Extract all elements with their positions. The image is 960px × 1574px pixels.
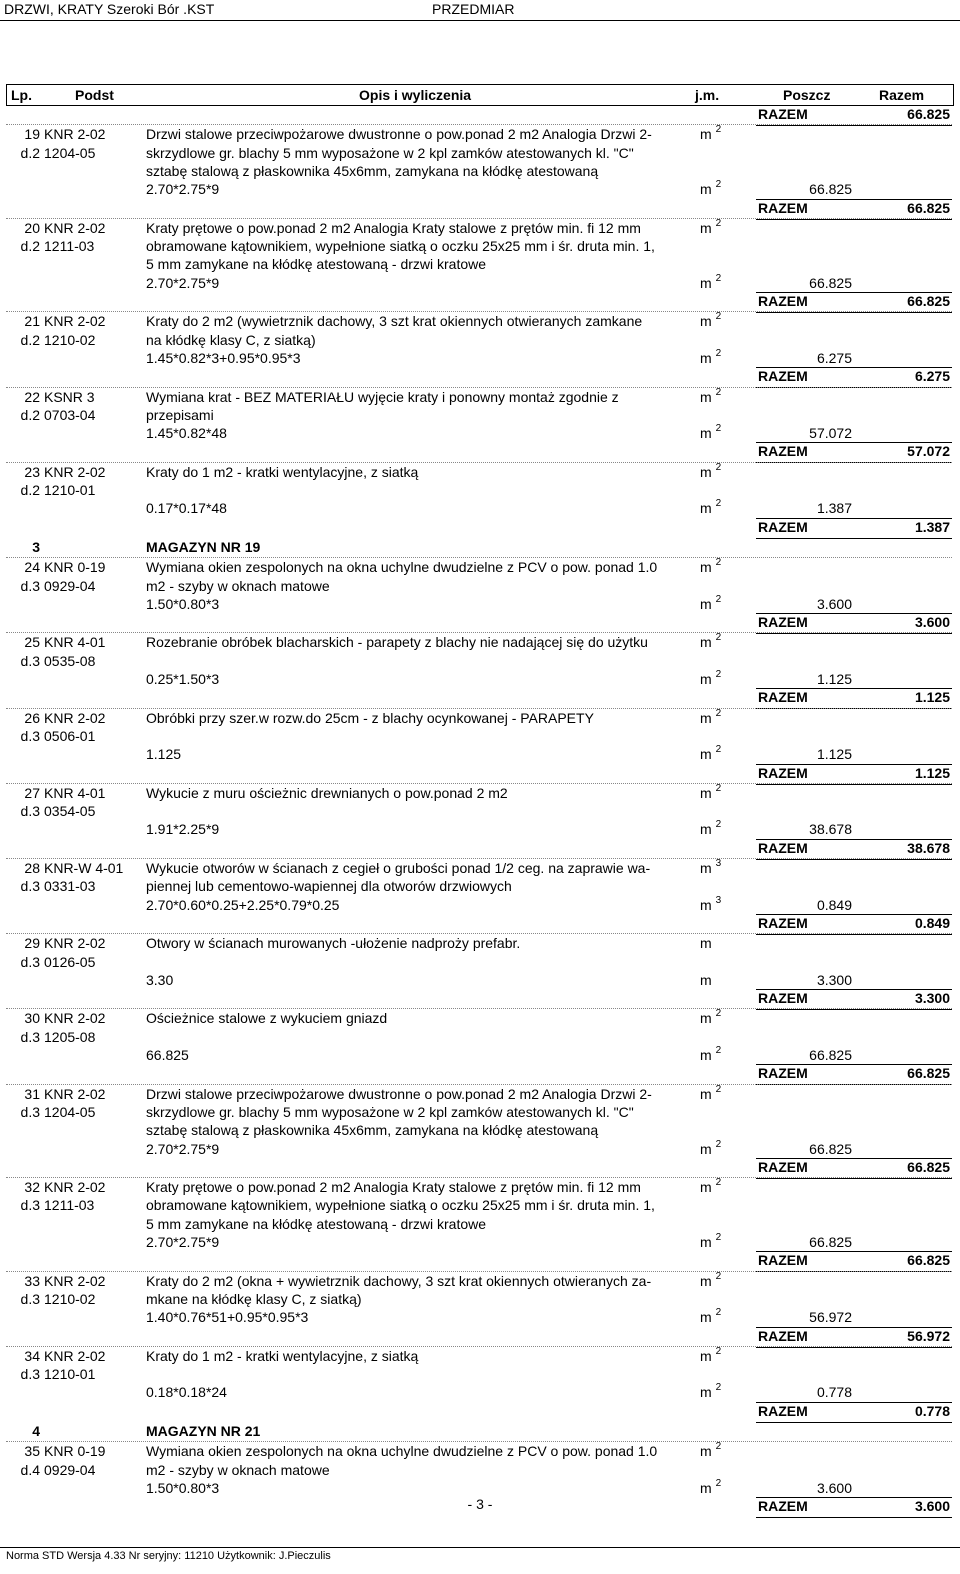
unit-exponent: 2 — [715, 669, 722, 680]
item-description: na kłódkę klasy C, z siatką) — [146, 331, 316, 348]
item-code-2: 0929-04 — [44, 577, 96, 594]
item-quantity: 66.825 — [809, 1234, 852, 1250]
item-description: Wykucie z muru ościeżnic drewnianych o pow.ponad 2 m2 — [146, 784, 508, 801]
unit-exponent: 2 — [715, 632, 722, 644]
unit-label: m $^2$ — [700, 1177, 722, 1196]
unit-label: m $^2$ — [700, 179, 722, 198]
razem-label: RAZEM — [758, 1327, 808, 1344]
item-calculation: 0.17*0.17*48 — [146, 500, 227, 517]
item-description: Kraty do 1 m2 - kratki wentylacyjne, z siatką — [146, 463, 419, 480]
razem-label: RAZEM — [758, 1498, 808, 1515]
item-quantity: 38.678 — [809, 821, 852, 838]
unit-exponent: 2 — [715, 217, 722, 229]
unit-label: m $^2$ — [700, 498, 722, 517]
item-sub: d.3 — [20, 1197, 40, 1214]
unit-exponent: 2 — [715, 1307, 722, 1319]
document-name: DRZWI, KRATY Szeroki Bór .KST — [4, 1, 215, 17]
unit-exponent: 2 — [715, 1232, 722, 1243]
item-description: Wymiana okien zespolonych na okna uchylne dwudzielne z PCV o pow. ponad 1.0 — [146, 1443, 658, 1460]
unit-exponent: 2 — [715, 744, 722, 756]
item-quantity: 56.972 — [809, 1309, 852, 1326]
unit-label: m $^2$ — [700, 1270, 722, 1289]
item-description: Kraty do 1 m2 - kratki wentylacyjne, z siatką — [146, 1347, 419, 1364]
item-description: m2 - szyby w oknach matowe — [146, 577, 330, 594]
unit-label: m $^2$ — [700, 632, 722, 651]
item-calculation: 1.45*0.82*48 — [146, 425, 227, 442]
item-sub: d.3 — [20, 1103, 40, 1120]
item-quantity: 57.072 — [809, 425, 852, 442]
unit-label: m $^2$ — [700, 347, 722, 366]
col-poszcz: Poszcz — [783, 87, 831, 103]
unit-exponent: 2 — [715, 1382, 722, 1394]
razem-value: 57.072 — [907, 443, 950, 460]
item-calculation: 2.70*2.75*9 — [146, 1140, 220, 1157]
unit-label: m $^2$ — [700, 819, 722, 838]
razem-label: RAZEM — [758, 689, 808, 706]
item-calculation: 1.50*0.80*3 — [146, 1479, 220, 1496]
item-code: KNR 2-02 — [44, 1272, 106, 1289]
item-code: KNR 0-19 — [44, 559, 106, 576]
item-number: 29 — [24, 935, 40, 952]
unit-label: m $^2$ — [700, 1008, 722, 1027]
item-sub: d.2 — [20, 406, 40, 423]
page-header — [0, 0, 960, 20]
item-code-2: 0506-01 — [44, 727, 96, 744]
unit-label: m $^2$ — [700, 217, 722, 236]
col-podst: Podst — [75, 87, 114, 103]
item-description: Obróbki przy szer.w rozw.do 25cm - z blachy ocynkowanej - PARAPETY — [146, 709, 594, 726]
razem-value: 1.125 — [914, 689, 950, 706]
item-sub: d.3 — [20, 652, 40, 669]
section-title: MAGAZYN NR 21 — [146, 1423, 261, 1439]
item-sub: d.2 — [20, 482, 40, 498]
unit-label: m $^2$ — [700, 461, 722, 480]
item-sub: d.3 — [20, 727, 40, 744]
item-code-2: 1210-02 — [44, 1290, 96, 1307]
unit-exponent: 2 — [715, 1477, 722, 1489]
item-sub: d.4 — [20, 1461, 40, 1478]
section-number: 4 — [32, 1423, 40, 1439]
item-code: KNR 2-02 — [44, 219, 106, 236]
unit-label: m $^2$ — [700, 1083, 722, 1102]
document-type: PRZEDMIAR — [432, 1, 515, 17]
item-code: KNR 2-02 — [44, 313, 106, 330]
item-calculation: 1.45*0.82*3+0.95*0.95*3 — [146, 349, 301, 366]
unit-exponent: 2 — [715, 1345, 722, 1357]
razem-label: RAZEM — [758, 518, 808, 535]
item-description: m2 - szyby w oknach matowe — [146, 1461, 330, 1478]
unit-label: m $^2$ — [700, 311, 722, 330]
item-code: KNR 2-02 — [44, 1179, 106, 1196]
unit-exponent: 2 — [715, 347, 722, 359]
razem-value: 1.387 — [914, 518, 950, 535]
item-number: 28 — [24, 860, 40, 876]
section-title: MAGAZYN NR 19 — [146, 538, 261, 555]
item-number: 22 — [24, 388, 40, 405]
item-calculation: 0.18*0.18*24 — [146, 1384, 227, 1401]
item-description: Kraty prętowe o pow.ponad 2 m2 Analogia Kraty stalowe z prętów min. fi 12 mm — [146, 1179, 641, 1196]
item-code-2: 0929-04 — [44, 1461, 96, 1478]
item-code: KNR 0-19 — [44, 1443, 106, 1460]
item-description: Drzwi stalowe przeciwpożarowe dwustronne o pow.ponad 2 m2 Analogia Drzwi 2- — [146, 1085, 652, 1102]
item-sub: d.2 — [20, 331, 40, 348]
unit-exponent: 2 — [715, 557, 722, 569]
unit-label: m $^2$ — [700, 744, 722, 763]
unit-exponent: 2 — [715, 386, 722, 398]
unit-label: m $^2$ — [700, 707, 722, 726]
razem-label: RAZEM — [758, 443, 808, 460]
item-calculation: 2.70*0.60*0.25+2.25*0.79*0.25 — [146, 896, 340, 913]
item-description: Drzwi stalowe przeciwpożarowe dwustronne o pow.ponad 2 m2 Analogia Drzwi 2- — [146, 126, 652, 143]
item-sub: d.3 — [20, 1290, 40, 1307]
item-sub: d.3 — [20, 1028, 40, 1045]
item-code: KNR 2-02 — [44, 1085, 106, 1102]
razem-value: 3.600 — [914, 1498, 950, 1515]
item-number: 25 — [24, 634, 40, 651]
razem-value: 56.972 — [907, 1327, 950, 1344]
item-calculation: 1.50*0.80*3 — [146, 595, 220, 612]
unit-label: m — [700, 971, 712, 988]
item-quantity: 6.275 — [816, 349, 852, 366]
unit-exponent: 2 — [715, 1083, 722, 1095]
unit-label: m $^2$ — [700, 782, 722, 801]
page-number: - 3 - — [467, 1496, 493, 1512]
item-calculation: 1.40*0.76*51+0.95*0.95*3 — [146, 1309, 309, 1326]
unit-exponent: 2 — [715, 819, 722, 831]
unit-label: m $^2$ — [700, 593, 722, 612]
item-number: 27 — [24, 784, 40, 801]
item-sub: d.3 — [20, 803, 40, 820]
razem-value: 0.849 — [914, 914, 950, 931]
razem-label: RAZEM — [758, 839, 808, 856]
unit-label: m $^2$ — [700, 669, 722, 687]
col-opis: Opis i wyliczenia — [359, 87, 472, 103]
item-code-2: 1210-01 — [44, 1366, 96, 1383]
unit-exponent: 2 — [715, 1270, 722, 1282]
item-quantity: 1.125 — [816, 746, 852, 763]
item-code: KNR 2-02 — [44, 709, 106, 726]
item-description: Otwory w ścianach murowanych -ułożenie nadproży prefabr. — [146, 935, 521, 952]
razem-value: 3.300 — [914, 990, 950, 1007]
unit-label: m $^2$ — [700, 1477, 722, 1496]
item-code-2: 0703-04 — [44, 406, 96, 423]
col-lp: Lp. — [11, 87, 32, 103]
item-quantity: 1.387 — [816, 500, 852, 517]
item-code: KNR 4-01 — [44, 634, 106, 651]
razem-label: RAZEM — [758, 106, 808, 122]
unit-exponent: 2 — [715, 782, 722, 794]
item-description: piennej lub cementowo-wapiennej dla otworów drzwiowych — [146, 878, 512, 895]
unit-exponent: 2 — [715, 593, 722, 605]
razem-label: RAZEM — [758, 764, 808, 781]
unit-label: m $^2$ — [700, 272, 722, 291]
item-calculation: 1.125 — [146, 746, 182, 763]
unit-label: m $^2$ — [700, 1382, 722, 1401]
item-number: 19 — [24, 126, 40, 143]
item-quantity: 0.778 — [816, 1384, 852, 1401]
unit-exponent: 2 — [715, 1138, 722, 1150]
col-jm: j.m. — [695, 87, 720, 103]
item-code: KNR 2-02 — [44, 1010, 106, 1027]
razem-label: RAZEM — [758, 1065, 808, 1082]
item-number: 24 — [24, 559, 40, 576]
item-code-2: 1211-03 — [44, 238, 95, 255]
item-code: KSNR 3 — [44, 388, 95, 405]
item-description: 5 mm zamykane na kłódkę atestowaną - drzwi kratowe — [146, 1215, 487, 1232]
unit-label: m $^2$ — [700, 1138, 722, 1157]
unit-exponent: 2 — [715, 1045, 722, 1056]
unit-label: m $^2$ — [700, 1345, 722, 1364]
item-number: 33 — [24, 1272, 40, 1289]
item-sub: d.2 — [20, 238, 40, 255]
item-description: skrzydlowe gr. blachy 5 mm wyposażone w 2 kpl zamków atestowanych kl. "C" — [146, 144, 634, 161]
item-code: KNR 2-02 — [44, 126, 106, 143]
item-sub: d.2 — [20, 144, 40, 161]
item-description: sztabę stalową z płaskownika 45x6mm, zamykana na kłódkę atestowaną — [146, 162, 599, 179]
item-description: 5 mm zamykane na kłódkę atestowaną - drzwi kratowe — [146, 256, 487, 273]
unit-label: m $^2$ — [700, 1441, 722, 1460]
unit-exponent: 2 — [715, 1177, 722, 1189]
item-description: mkane na kłódkę klasy C, z siatką) — [146, 1290, 362, 1307]
unit-exponent: 2 — [715, 707, 722, 719]
item-quantity: 1.125 — [816, 671, 852, 687]
item-code-2: 0535-08 — [44, 652, 96, 669]
razem-value: 66.825 — [907, 1252, 950, 1269]
razem-value: 0.778 — [914, 1402, 950, 1419]
unit-exponent: 2 — [715, 461, 722, 473]
razem-label: RAZEM — [758, 1158, 808, 1175]
item-calculation: 2.70*2.75*9 — [146, 1234, 220, 1250]
razem-label: RAZEM — [758, 914, 808, 931]
item-code: KNR-W 4-01 — [44, 860, 124, 876]
item-calculation: 66.825 — [146, 1047, 189, 1063]
razem-value: 1.125 — [914, 764, 950, 781]
razem-label: RAZEM — [758, 990, 808, 1007]
item-sub: d.3 — [20, 577, 40, 594]
razem-value: 3.600 — [914, 614, 950, 631]
item-description: obramowane kątownikiem, wypełnione siatką o oczku 25x25 mm i śr. druta min. 1, — [146, 1197, 655, 1214]
item-number: 31 — [24, 1085, 40, 1102]
item-code: KNR 2-02 — [44, 1347, 106, 1364]
page-footer: Norma STD Wersja 4.33 Nr seryjny: 11210 Użytkownik: J.Pieczulis — [6, 1550, 331, 1562]
item-quantity: 3.600 — [816, 595, 852, 612]
razem-value: 66.825 — [907, 293, 950, 309]
razem-value: 66.825 — [907, 199, 950, 216]
unit-label: m $^3$ — [700, 858, 722, 876]
item-description: Kraty do 2 m2 (okna + wywietrznik dachowy, 3 szt krat okiennych otwieranych za- — [146, 1272, 652, 1289]
item-number: 32 — [24, 1179, 40, 1196]
unit-label: m $^2$ — [700, 423, 722, 442]
col-razem: Razem — [879, 87, 925, 103]
razem-label: RAZEM — [758, 368, 808, 385]
unit-label: m $^2$ — [700, 1307, 722, 1326]
unit-exponent: 2 — [715, 1441, 722, 1453]
item-quantity: 66.825 — [809, 274, 852, 291]
unit-exponent: 2 — [715, 272, 722, 284]
razem-value: 6.275 — [914, 368, 950, 385]
unit-label: m $^2$ — [700, 124, 722, 143]
footer-rule — [0, 1547, 960, 1548]
item-description: przepisami — [146, 406, 214, 423]
razem-label: RAZEM — [758, 293, 808, 309]
item-code-2: 0354-05 — [44, 803, 96, 820]
unit-exponent: 2 — [715, 311, 722, 323]
item-description: Ościeżnice stalowe z wykuciem gniazd — [146, 1010, 388, 1027]
razem-label: RAZEM — [758, 1252, 808, 1269]
item-calculation: 0.25*1.50*3 — [146, 671, 220, 687]
item-code-2: 0331-03 — [44, 878, 96, 895]
item-number: 26 — [24, 709, 40, 726]
item-calculation: 2.70*2.75*9 — [146, 181, 220, 198]
item-number: 21 — [24, 313, 40, 330]
item-quantity: 66.825 — [809, 1047, 852, 1063]
item-calculation: 3.30 — [146, 971, 174, 988]
unit-exponent: 2 — [715, 1008, 722, 1020]
razem-value: 66.825 — [907, 106, 950, 122]
unit-label: m — [700, 935, 712, 952]
item-description: obramowane kątownikiem, wypełnione siatką o oczku 25x25 mm i śr. druta min. 1, — [146, 238, 655, 255]
item-sub: d.3 — [20, 1366, 40, 1383]
item-sub: d.3 — [20, 878, 40, 895]
unit-exponent: 3 — [715, 858, 722, 869]
item-calculation: 1.91*2.25*9 — [146, 821, 220, 838]
unit-label: m $^2$ — [700, 1045, 722, 1063]
item-calculation: 2.70*2.75*9 — [146, 274, 220, 291]
razem-value: 38.678 — [907, 839, 950, 856]
column-header-row — [6, 84, 954, 106]
item-code-2: 1211-03 — [44, 1197, 95, 1214]
item-quantity: 3.600 — [816, 1479, 852, 1496]
item-description: skrzydlowe gr. blachy 5 mm wyposażone w 2 kpl zamków atestowanych kl. "C" — [146, 1103, 634, 1120]
item-code: KNR 4-01 — [44, 784, 106, 801]
item-description: Kraty do 2 m2 (wywietrznik dachowy, 3 szt krat okiennych otwieranych zamkane — [146, 313, 643, 330]
razem-label: RAZEM — [758, 1402, 808, 1419]
unit-exponent: 3 — [715, 894, 722, 906]
unit-label: m $^2$ — [700, 386, 722, 405]
item-code-2: 1210-01 — [44, 482, 96, 498]
unit-label: m $^3$ — [700, 894, 722, 913]
item-quantity: 66.825 — [809, 1140, 852, 1157]
item-description: Kraty prętowe o pow.ponad 2 m2 Analogia Kraty stalowe z prętów min. fi 12 mm — [146, 219, 641, 236]
item-code: KNR 2-02 — [44, 935, 106, 952]
razem-value: 66.825 — [907, 1158, 950, 1175]
item-description: Wymiana okien zespolonych na okna uchylne dwudzielne z PCV o pow. ponad 1.0 — [146, 559, 658, 576]
item-sub: d.3 — [20, 953, 40, 970]
item-code-2: 1204-05 — [44, 144, 96, 161]
razem-label: RAZEM — [758, 199, 808, 216]
item-number: 23 — [24, 463, 40, 480]
item-quantity: 3.300 — [816, 971, 852, 988]
unit-exponent: 2 — [715, 423, 722, 435]
unit-label: m $^2$ — [700, 1232, 722, 1250]
item-code-2: 1204-05 — [44, 1103, 96, 1120]
item-description: sztabę stalową z płaskownika 45x6mm, zamykana na kłódkę atestowaną — [146, 1122, 599, 1139]
item-code: KNR 2-02 — [44, 463, 106, 480]
unit-exponent: 2 — [715, 498, 722, 510]
unit-exponent: 2 — [715, 179, 722, 191]
item-quantity: 0.849 — [816, 896, 852, 913]
razem-label: RAZEM — [758, 614, 808, 631]
item-number: 20 — [24, 219, 40, 236]
section-number: 3 — [32, 538, 40, 555]
item-number: 34 — [24, 1347, 40, 1364]
item-code-2: 1210-02 — [44, 331, 96, 348]
razem-value: 66.825 — [907, 1065, 950, 1082]
item-description: Wymiana krat - BEZ MATERIAŁU wyjęcie kraty i ponowny montaż zgodnie z — [146, 388, 619, 405]
item-number: 35 — [24, 1443, 40, 1460]
unit-label: m $^2$ — [700, 557, 722, 576]
item-quantity: 66.825 — [809, 181, 852, 198]
item-code-2: 0126-05 — [44, 953, 96, 970]
item-number: 30 — [24, 1010, 40, 1027]
item-description: Wykucie otworów w ścianach z cegieł o grubości ponad 1/2 ceg. na zaprawie wa- — [146, 860, 651, 876]
item-description: Rozebranie obróbek blacharskich - parapety z blachy nie nadającej się do użytku — [146, 634, 648, 651]
header-rule — [0, 20, 960, 21]
unit-exponent: 2 — [715, 124, 722, 136]
item-code-2: 1205-08 — [44, 1028, 96, 1045]
